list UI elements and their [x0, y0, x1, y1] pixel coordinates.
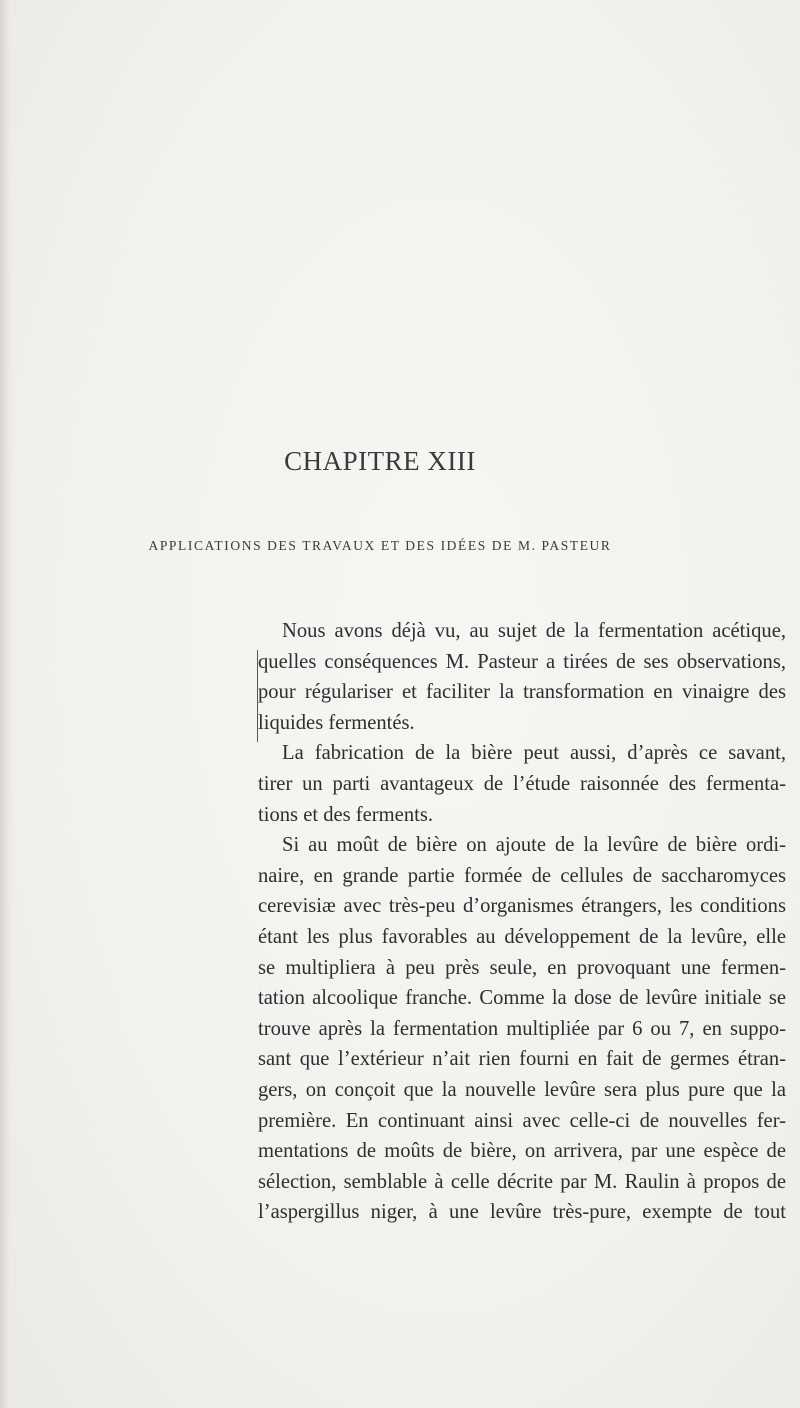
- text-line: l’aspergillus niger, à une levûre très-pure, exempte de tout: [258, 1201, 786, 1224]
- text-line: étant les plus favorables au développement de la levûre, elle: [258, 925, 786, 948]
- text-line: tirer un parti avantageux de l’étude raisonnée des fermenta-: [258, 772, 786, 795]
- text-line: liquides fermentés.: [258, 711, 415, 734]
- text-line: sélection, semblable à celle décrite par M. Raulin à propos de: [258, 1170, 786, 1193]
- text-line: pour régulariser et faciliter la transformation en vinaigre des: [258, 681, 786, 704]
- text-line: gers, on conçoit que la nouvelle levûre sera plus pure que la: [258, 1078, 786, 1101]
- text-line: première. En continuant ainsi avec celle-ci de nouvelles fer-: [258, 1109, 786, 1132]
- text-line: quelles conséquences M. Pasteur a tirées de ses observations,: [258, 650, 786, 673]
- text-line: se multipliera à peu près seule, en provoquant une fermen-: [258, 956, 786, 979]
- text-line: mentations de moûts de bière, on arrivera, par une espèce de: [258, 1140, 786, 1163]
- chapter-title: CHAPITRE XIII: [284, 446, 476, 476]
- text-line: Nous avons déjà vu, au sujet de la fermentation acétique,: [282, 620, 786, 642]
- text-line: tions et des ferments.: [258, 803, 434, 826]
- body-text: [258, 616, 786, 1228]
- text-line: trouve après la fermentation multipliée par 6 ou 7, en suppo-: [258, 1017, 786, 1040]
- text-line: Si au moût de bière on ajoute de la levûre de bière ordi-: [282, 834, 786, 857]
- text-line: sant que l’extérieur n’ait rien fourni en fait de germes étran-: [258, 1048, 786, 1071]
- chapter-subtitle: APPLICATIONS DES TRAVAUX ET DES IDÉES DE M. PASTEUR: [148, 538, 612, 553]
- text-line: tation alcoolique franche. Comme la dose de levûre initiale se: [258, 987, 786, 1010]
- text-line: naire, en grande partie formée de cellules de saccharomyces: [258, 864, 786, 887]
- text-line: cerevisiæ avec très-peu d’organismes étrangers, les conditions: [258, 895, 786, 918]
- text-line: La fabrication de la bière peut aussi, d’après ce savant,: [282, 742, 786, 765]
- page-gutter-shadow: [0, 0, 14, 1408]
